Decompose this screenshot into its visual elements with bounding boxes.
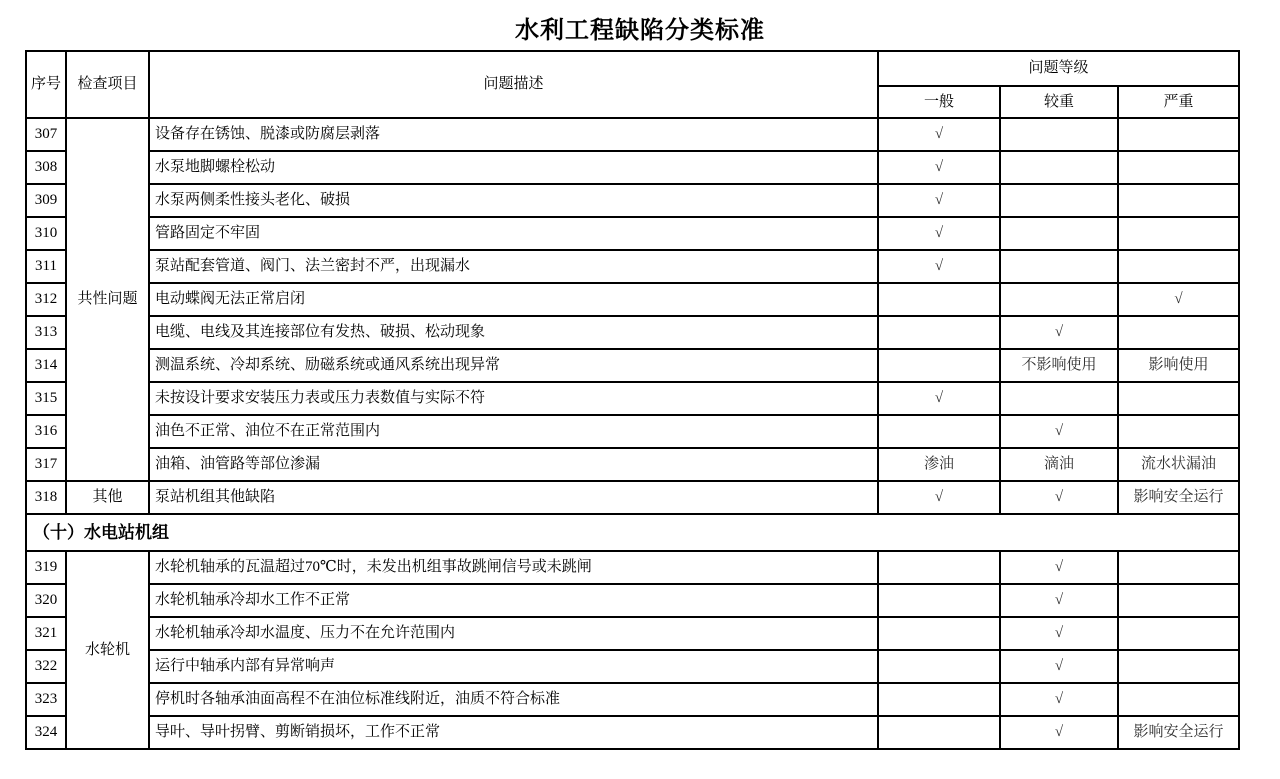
header-row-1 bbox=[26, 51, 1239, 86]
row-no: 321 bbox=[26, 617, 66, 650]
section-title: （十）水电站机组 bbox=[26, 514, 1239, 551]
grade-general bbox=[878, 551, 1000, 584]
grade-severe bbox=[1118, 683, 1239, 716]
grade-general: √ bbox=[878, 382, 1000, 415]
item-group-turbine: 水轮机 bbox=[66, 551, 149, 749]
row-no: 320 bbox=[26, 584, 66, 617]
section-header-row bbox=[26, 514, 1239, 551]
grade-severe: 流水状漏油 bbox=[1118, 448, 1239, 481]
row-desc: 设备存在锈蚀、脱漆或防腐层剥落 bbox=[149, 118, 878, 151]
row-no: 322 bbox=[26, 650, 66, 683]
col-header-desc: 问题描述 bbox=[149, 51, 878, 118]
grade-moderate bbox=[1000, 118, 1118, 151]
grade-general: √ bbox=[878, 250, 1000, 283]
row-desc: 管路固定不牢固 bbox=[149, 217, 878, 250]
row-no: 309 bbox=[26, 184, 66, 217]
table-row-319 bbox=[26, 551, 1239, 584]
grade-moderate: √ bbox=[1000, 683, 1118, 716]
row-desc: 电动蝶阀无法正常启闭 bbox=[149, 283, 878, 316]
item-group-common: 共性问题 bbox=[66, 118, 149, 481]
row-no: 312 bbox=[26, 283, 66, 316]
table-row-318 bbox=[26, 481, 1239, 514]
grade-severe bbox=[1118, 617, 1239, 650]
grade-moderate: 滴油 bbox=[1000, 448, 1118, 481]
row-desc: 测温系统、冷却系统、励磁系统或通风系统出现异常 bbox=[149, 349, 878, 382]
grade-general bbox=[878, 316, 1000, 349]
grade-general: √ bbox=[878, 151, 1000, 184]
grade-moderate bbox=[1000, 382, 1118, 415]
row-no: 315 bbox=[26, 382, 66, 415]
grade-general: √ bbox=[878, 184, 1000, 217]
grade-moderate: √ bbox=[1000, 316, 1118, 349]
row-no: 307 bbox=[26, 118, 66, 151]
col-header-item: 检查项目 bbox=[66, 51, 149, 118]
grade-general: √ bbox=[878, 118, 1000, 151]
row-no: 311 bbox=[26, 250, 66, 283]
col-header-grade: 问题等级 bbox=[878, 51, 1239, 86]
row-desc: 导叶、导叶拐臂、剪断销损坏，工作不正常 bbox=[149, 716, 878, 749]
grade-general bbox=[878, 283, 1000, 316]
table-row-315 bbox=[26, 382, 1239, 415]
grade-moderate bbox=[1000, 283, 1118, 316]
grade-severe bbox=[1118, 118, 1239, 151]
grade-general: √ bbox=[878, 481, 1000, 514]
grade-general bbox=[878, 683, 1000, 716]
col-header-general: 一般 bbox=[878, 86, 1000, 118]
grade-general: √ bbox=[878, 217, 1000, 250]
row-no: 314 bbox=[26, 349, 66, 382]
grade-moderate: √ bbox=[1000, 551, 1118, 584]
row-desc: 水轮机轴承冷却水工作不正常 bbox=[149, 584, 878, 617]
grade-severe: 影响安全运行 bbox=[1118, 716, 1239, 749]
row-desc: 油色不正常、油位不在正常范围内 bbox=[149, 415, 878, 448]
table-row-309 bbox=[26, 184, 1239, 217]
table-row-321 bbox=[26, 617, 1239, 650]
grade-severe bbox=[1118, 250, 1239, 283]
grade-severe bbox=[1118, 184, 1239, 217]
col-header-seq: 序号 bbox=[26, 51, 66, 118]
grade-general bbox=[878, 415, 1000, 448]
row-no: 313 bbox=[26, 316, 66, 349]
row-no: 316 bbox=[26, 415, 66, 448]
page-title: 水利工程缺陷分类标准 bbox=[515, 17, 765, 44]
table-row-313 bbox=[26, 316, 1239, 349]
row-desc: 水轮机轴承冷却水温度、压力不在允许范围内 bbox=[149, 617, 878, 650]
table-row-323 bbox=[26, 683, 1239, 716]
row-desc: 油箱、油管路等部位渗漏 bbox=[149, 448, 878, 481]
row-desc: 水轮机轴承的瓦温超过70℃时，未发出机组事故跳闸信号或未跳闸 bbox=[149, 551, 878, 584]
row-no: 319 bbox=[26, 551, 66, 584]
table-row-310 bbox=[26, 217, 1239, 250]
table-row-307 bbox=[26, 118, 1239, 151]
grade-severe bbox=[1118, 316, 1239, 349]
col-header-severe: 严重 bbox=[1118, 86, 1239, 118]
table-row-317 bbox=[26, 448, 1239, 481]
item-group-other: 其他 bbox=[66, 481, 149, 514]
grade-moderate: √ bbox=[1000, 481, 1118, 514]
row-no: 323 bbox=[26, 683, 66, 716]
grade-severe: 影响安全运行 bbox=[1118, 481, 1239, 514]
grade-severe: √ bbox=[1118, 283, 1239, 316]
row-desc: 泵站机组其他缺陷 bbox=[149, 481, 878, 514]
row-desc: 停机时各轴承油面高程不在油位标准线附近，油质不符合标准 bbox=[149, 683, 878, 716]
table-row-324 bbox=[26, 716, 1239, 749]
grade-general bbox=[878, 617, 1000, 650]
grade-moderate: 不影响使用 bbox=[1000, 349, 1118, 382]
table-row-320 bbox=[26, 584, 1239, 617]
grade-moderate: √ bbox=[1000, 716, 1118, 749]
defect-classification-table bbox=[25, 50, 1240, 750]
grade-moderate bbox=[1000, 250, 1118, 283]
row-no: 324 bbox=[26, 716, 66, 749]
row-desc: 未按设计要求安装压力表或压力表数值与实际不符 bbox=[149, 382, 878, 415]
grade-moderate bbox=[1000, 151, 1118, 184]
table-row-322 bbox=[26, 650, 1239, 683]
row-no: 318 bbox=[26, 481, 66, 514]
row-desc: 水泵两侧柔性接头老化、破损 bbox=[149, 184, 878, 217]
row-desc: 运行中轴承内部有异常响声 bbox=[149, 650, 878, 683]
row-desc: 电缆、电线及其连接部位有发热、破损、松动现象 bbox=[149, 316, 878, 349]
row-desc: 泵站配套管道、阀门、法兰密封不严，出现漏水 bbox=[149, 250, 878, 283]
grade-severe bbox=[1118, 151, 1239, 184]
grade-moderate: √ bbox=[1000, 584, 1118, 617]
grade-severe bbox=[1118, 217, 1239, 250]
grade-severe bbox=[1118, 650, 1239, 683]
grade-moderate bbox=[1000, 184, 1118, 217]
grade-severe bbox=[1118, 415, 1239, 448]
grade-general: 渗油 bbox=[878, 448, 1000, 481]
row-no: 317 bbox=[26, 448, 66, 481]
row-desc: 水泵地脚螺栓松动 bbox=[149, 151, 878, 184]
grade-general bbox=[878, 716, 1000, 749]
grade-moderate: √ bbox=[1000, 650, 1118, 683]
table-row-316 bbox=[26, 415, 1239, 448]
table-row-308 bbox=[26, 151, 1239, 184]
grade-general bbox=[878, 584, 1000, 617]
grade-severe bbox=[1118, 382, 1239, 415]
table-row-312 bbox=[26, 283, 1239, 316]
table-row-311 bbox=[26, 250, 1239, 283]
grade-general bbox=[878, 650, 1000, 683]
grade-general bbox=[878, 349, 1000, 382]
row-no: 308 bbox=[26, 151, 66, 184]
grade-severe bbox=[1118, 551, 1239, 584]
grade-moderate: √ bbox=[1000, 415, 1118, 448]
row-no: 310 bbox=[26, 217, 66, 250]
table-row-314 bbox=[26, 349, 1239, 382]
grade-moderate bbox=[1000, 217, 1118, 250]
grade-moderate: √ bbox=[1000, 617, 1118, 650]
grade-severe: 影响使用 bbox=[1118, 349, 1239, 382]
grade-severe bbox=[1118, 584, 1239, 617]
col-header-moderate: 较重 bbox=[1000, 86, 1118, 118]
